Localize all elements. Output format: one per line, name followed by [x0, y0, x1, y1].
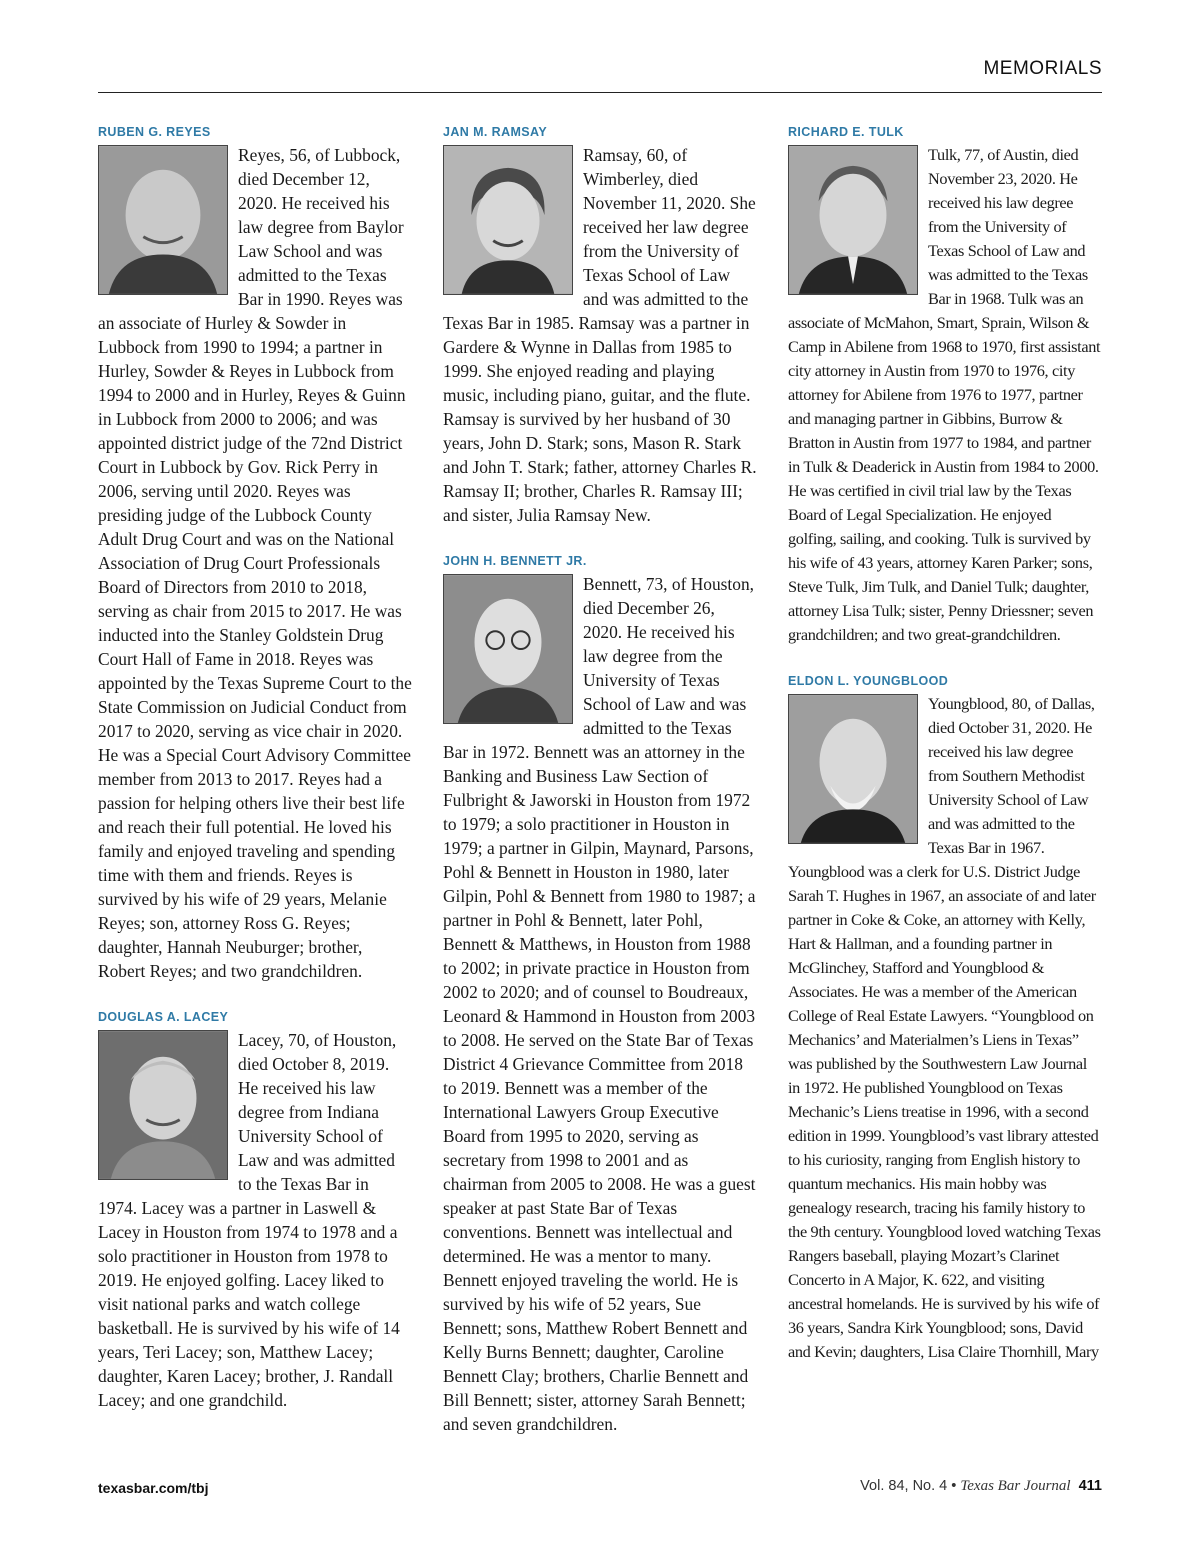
footer-publication [860, 1478, 1102, 1495]
portrait-silhouette [444, 146, 572, 294]
memorial-text: Bennett, 73, of Houston, died December 26, 2020. He received his law degree from the University of Texas School of Law and was admitted to the Texas Bar in 1972. Bennett was an attorney in the Banking and Business Law Section of Fulbright & Jaworski in Houston from 1972 to 1979; a solo practitioner in Houston in 1979; a partner in Gilpin, Maynard, Parsons, Pohl & Bennett in Houston in 1980, later Gilpin, Pohl & Bennett from 1980 to 1987; a partner in Pohl & Bennett, later Pohl, Bennett & Matthews, in Houston from 1988 to 2002; in private practice in Houston from 2002 to 2020; and of counsel to Boudreaux, Leonard & Hammond in Houston from 2003 to 2008. He served on the State Bar of Texas District 4 Grievance Committee from 2018 to 2019. Bennett was a member of the International Lawyers Group Executive Board from 1995 to 2020, serving as secretary from 1998 to 2001 and as chairman from 2005 to 2008. He was a guest speaker at past State Bar of Texas conventions. Bennett was intellectual and determined. He was a mentor to many. Bennett enjoyed traveling the world. He is survived by his wife of 52 years, Sue Bennett; sons, Matthew Robert Bennett and Kelly Burns Bennett; daughter, Caroline Bennett Clay; brothers, Charlie Bennett and Bill Bennett; sister, attorney Sarah Bennett; and seven grandchildren. [443, 574, 756, 1434]
portrait-silhouette [99, 146, 227, 294]
memorial-youngblood [788, 673, 1102, 1364]
memorial-name: JAN M. RAMSAY [443, 125, 548, 139]
memorial-text: Youngblood, 80, of Dallas, died October 31, 2020. He received his law degree from Southern Methodist University School of Law and was admitted to the Texas Bar in 1967. Youngblood was a clerk for U.S. District Judge Sarah T. Hughes in 1967, an associate of and later partner in Coke & Coke, an attorney with Kelly, Hart & Hallman, and a founding partner in McGlinchey, Stafford and Youngblood & Associates. He was a member of the American College of Real Estate Lawyers. “Youngblood on Mechanics’ and Materialmen’s Liens in Texas” was published by the Southwestern Law Journal in 1972. He published Youngblood on Texas Mechanic’s Liens treatise in 1996, with a second edition in 1999. Youngblood’s vast library attested to his curiosity, ranging from English history to quantum mechanics. His main hobby was genealogy research, tracing his family history to the 9th century. Youngblood loved watching Texas Rangers baseball, playing Mozart’s Clarinet Concerto in A Major, K. 622, and visiting ancestral homelands. He is survived by his wife of 36 years, Sandra Kirk Youngblood; sons, David and Kevin; daughters, Lisa Claire Thornhill, Mary [788, 694, 1101, 1361]
memorial-name: RICHARD E. TULK [788, 125, 904, 139]
footer-bullet: • [951, 1478, 957, 1494]
page-number: 411 [1078, 1478, 1102, 1494]
memorial-name: JOHN H. BENNETT JR. [443, 554, 587, 568]
column-left [98, 124, 412, 1438]
memorial-text: Ramsay, 60, of Wimberley, died November 11, 2020. She received her law degree from the University of Texas School of Law and was admitted to the Texas Bar in 1985. Ramsay was a partner in Gardere & Wynne in Dallas from 1985 to 1999. She enjoyed reading and playing music, including piano, guitar, and the flute. Ramsay is survived by her husband of 30 years, John D. Stark; sons, Mason R. Stark and John T. Stark; father, attorney Charles R. Ramsay II; brother, Charles R. Ramsay III; and sister, Julia Ramsay New. [443, 145, 757, 525]
memorial-name: ELDON L. YOUNGBLOOD [788, 674, 949, 688]
memorial-ramsay [443, 124, 757, 527]
portrait-silhouette [99, 1031, 227, 1179]
portrait-silhouette [789, 695, 917, 843]
memorial-tulk [788, 124, 1102, 647]
memorial-reyes [98, 124, 412, 983]
footer-website[interactable]: texasbar.com/tbj [98, 1480, 209, 1496]
memorial-text: Tulk, 77, of Austin, died November 23, 2020. He received his law degree from the University of Texas School of Law and was admitted to the Texas Bar in 1968. Tulk was an associate of McMahon, Smart, Sprain, Wilson & Camp in Abilene from 1968 to 1970, first assistant city attorney in Austin from 1970 to 1976, city attorney for Abilene from 1976 to 1977, partner and managing partner in Gibbins, Burrow & Bratton in Austin from 1977 to 1984, and partner in Tulk & Deaderick in Austin from 1984 to 2000. He was certified in civil trial law by the Texas Board of Legal Specialization. He enjoyed golfing, sailing, and cooking. Tulk is survived by his wife of 43 years, attorney Karen Parker; sons, Steve Tulk, Jim Tulk, and Daniel Tulk; daughter, attorney Lisa Tulk; sister, Penny Driessner; seven grandchildren; and two great-grandchildren. [788, 145, 1101, 644]
column-middle [443, 124, 757, 1462]
memorial-text: Reyes, 56, of Lubbock, died December 12, 2020. He received his law degree from Baylor Law School and was admitted to the Texas Bar in 1990. Reyes was an associate of Hurley & Sowder in Lubbock from 1990 to 1994; a partner in Hurley, Sowder & Reyes in Lubbock from 1994 to 2000 and in Hurley, Reyes & Guinn in Lubbock from 2000 to 2006; and was appointed district judge of the 72nd District Court in Lubbock by Gov. Rick Perry in 2006, serving until 2020. Reyes was presiding judge of the Lubbock County Adult Drug Court and was on the National Association of Drug Court Professionals Board of Directors from 2010 to 2018, serving as chair from 2015 to 2017. He was inducted into the Stanley Goldstein Drug Court Hall of Fame in 2018. Reyes was appointed by the Texas Supreme Court to the State Commission on Judicial Conduct from 2017 to 2020, serving as vice chair in 2020. He was a Special Court Advisory Committee member from 2013 to 2017. Reyes had a passion for helping others live their best life and reach their full potential. He loved his family and enjoyed traveling and spending time with them and friends. Reyes is survived by his wife of 29 years, Melanie Reyes; son, attorney Ross G. Reyes; daughter, Hannah Neuburger; brother, Robert Reyes; and two grandchildren. [98, 145, 412, 981]
portrait-silhouette [789, 146, 917, 294]
memorial-name: RUBEN G. REYES [98, 125, 211, 139]
header-rule [98, 92, 1102, 93]
portrait-silhouette [444, 575, 572, 723]
column-right [788, 124, 1102, 1390]
memorial-lacey [98, 1009, 412, 1412]
footer-journal: Texas Bar Journal [960, 1478, 1071, 1494]
portrait-photo-ramsay [443, 145, 573, 295]
portrait-photo-reyes [98, 145, 228, 295]
portrait-photo-bennett [443, 574, 573, 724]
portrait-photo-youngblood [788, 694, 918, 844]
memorial-bennett [443, 553, 757, 1436]
footer-volume: Vol. 84, No. 4 [860, 1478, 948, 1494]
portrait-photo-tulk [788, 145, 918, 295]
portrait-photo-lacey [98, 1030, 228, 1180]
section-title: MEMORIALS [983, 58, 1102, 79]
memorial-name: DOUGLAS A. LACEY [98, 1010, 229, 1024]
memorial-text: Lacey, 70, of Houston, died October 8, 2019. He received his law degree from Indiana University School of Law and was admitted to the Texas Bar in 1974. Lacey was a partner in Laswell & Lacey in Houston from 1974 to 1978 and a solo practitioner in Houston from 1978 to 2019. He enjoyed golfing. Lacey liked to visit national parks and watch college basketball. He is survived by his wife of 14 years, Teri Lacey; son, Matthew Lacey; daughter, Karen Lacey; brother, J. Randall Lacey; and one grandchild. [98, 1030, 400, 1410]
